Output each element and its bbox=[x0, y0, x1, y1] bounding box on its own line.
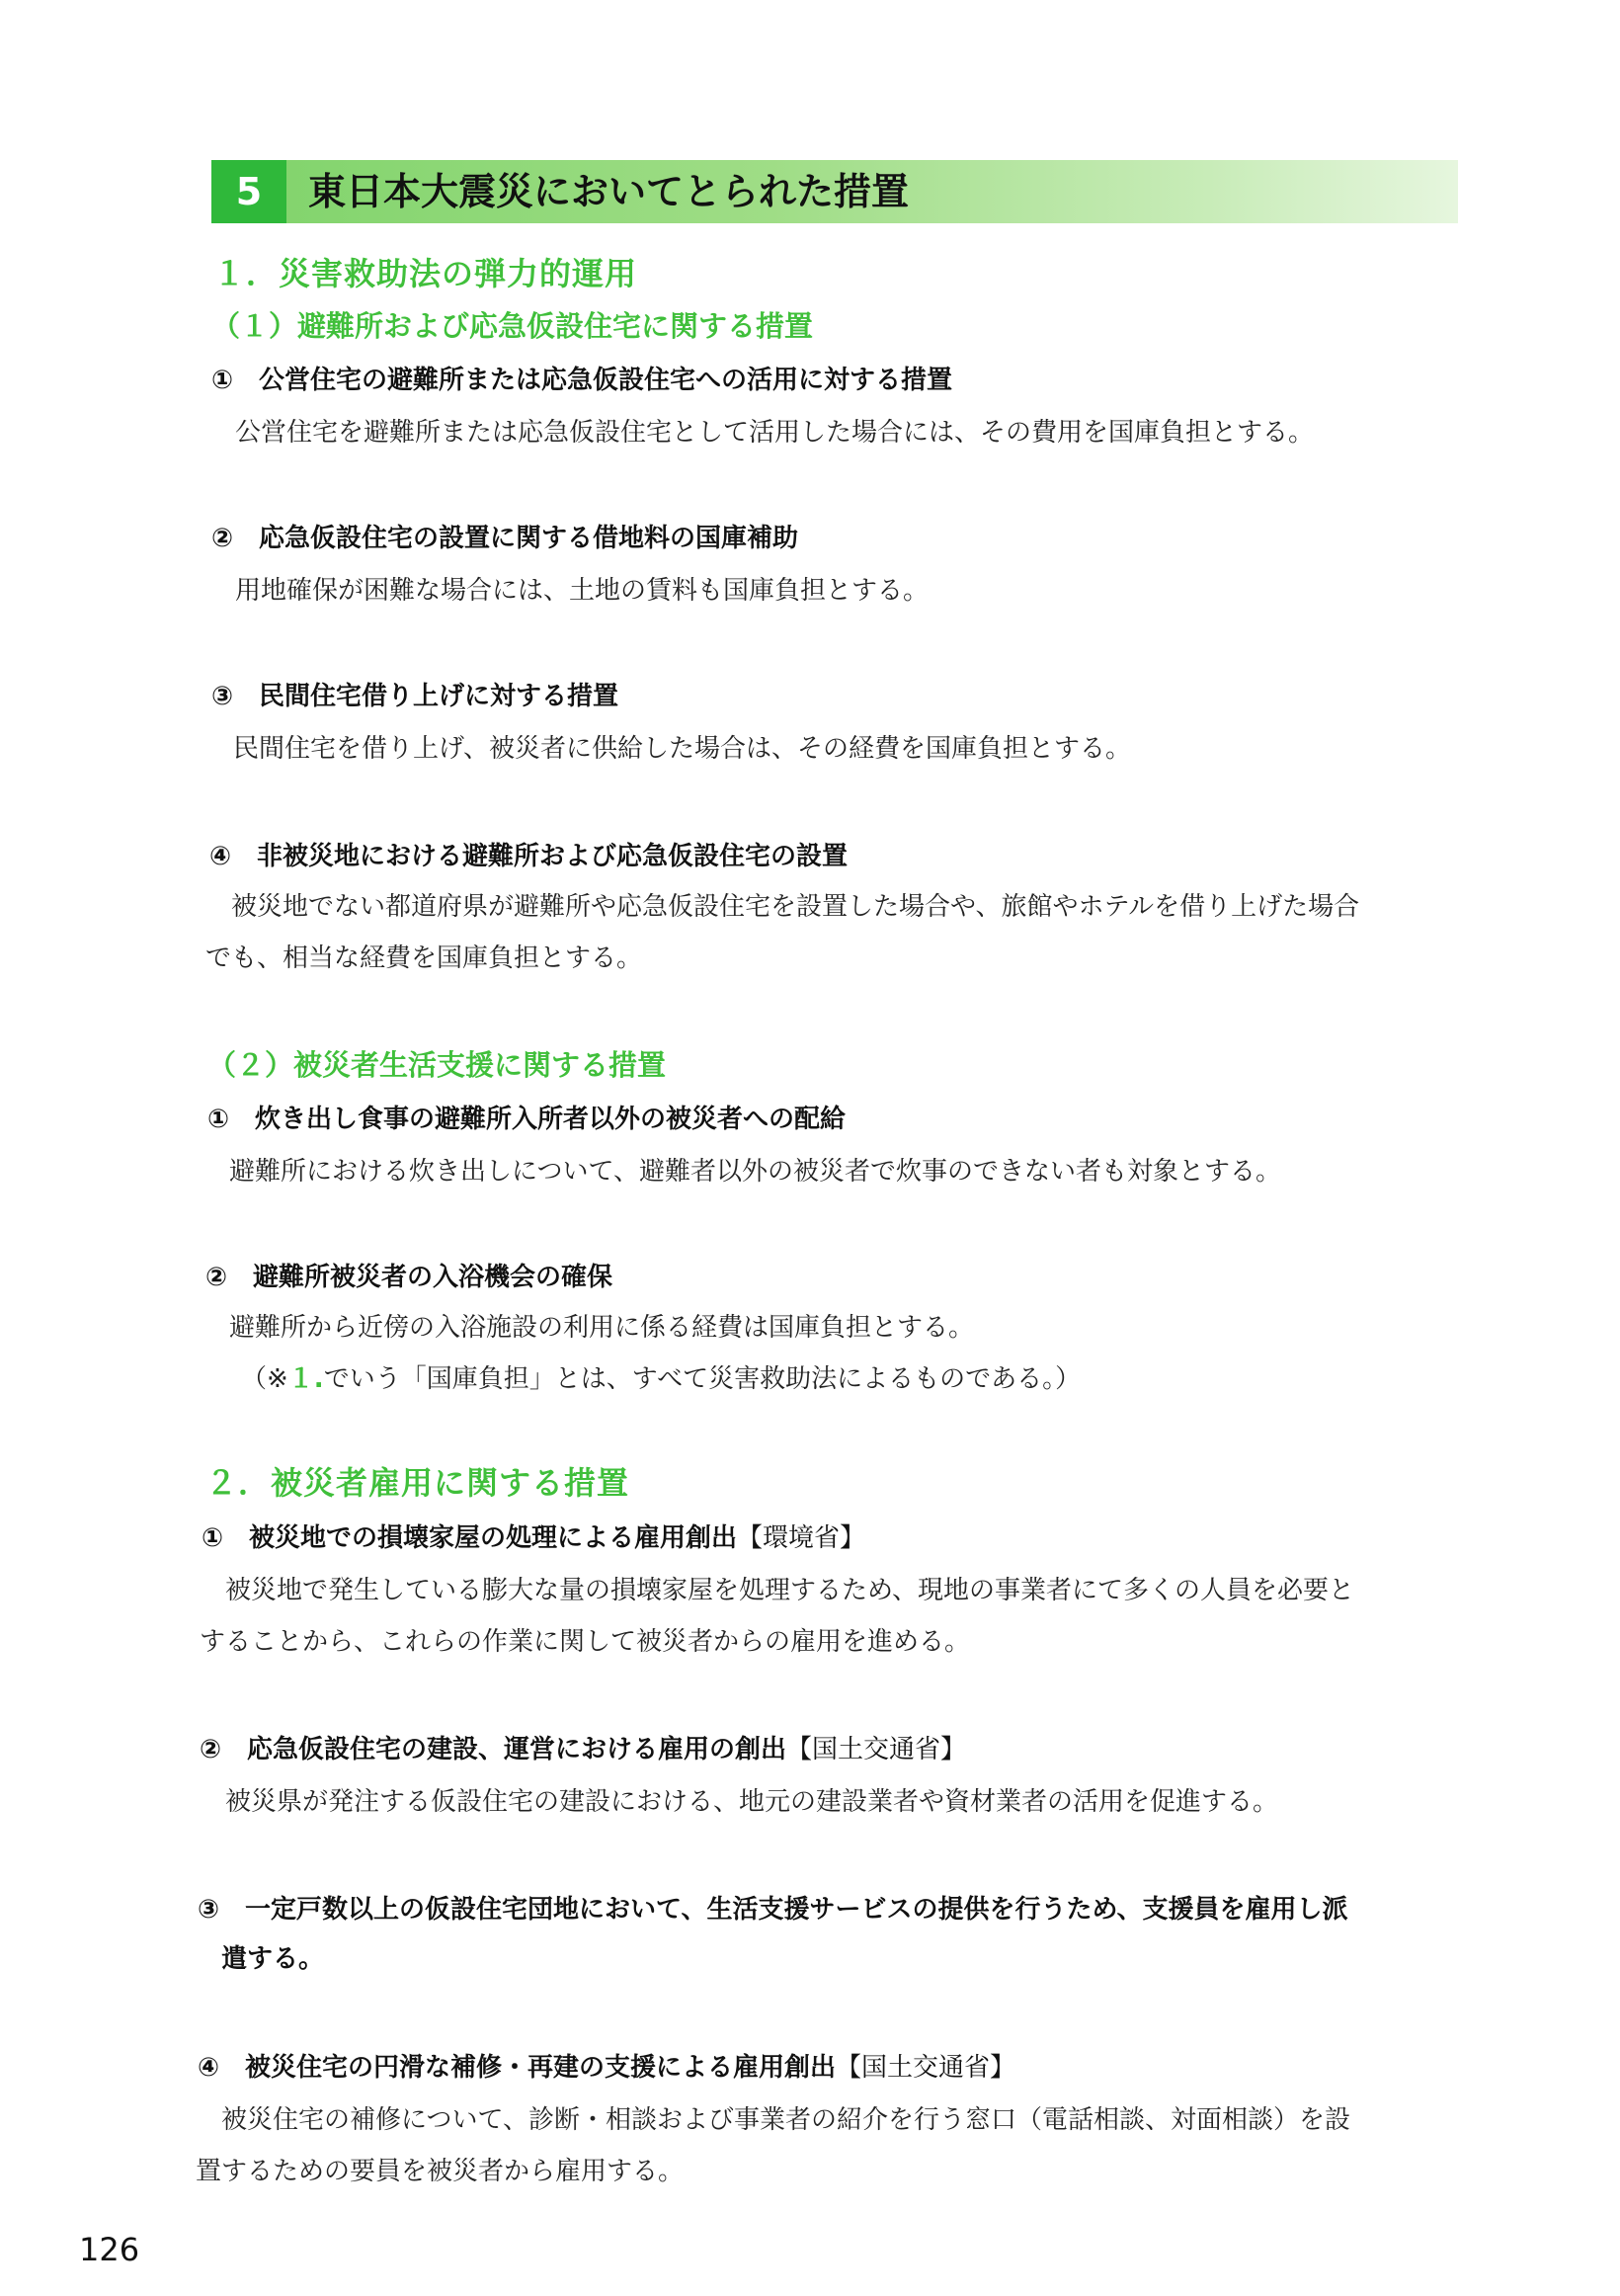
note-text: でいう「国庫負担」とは、すべて災害救助法によるものである。） bbox=[323, 1364, 1082, 1394]
paragraph: 被災県が発注する仮設住宅の建設における、地元の建設業者や資材業者の活用を促進する。 bbox=[225, 1787, 1279, 1817]
item-title: ① 被災地での損壊家屋の処理による雇用創出【環境省】 bbox=[202, 1523, 866, 1553]
ministry-label: 【国土交通省】 bbox=[786, 1735, 967, 1764]
item-title: ③ 一定戸数以上の仮設住宅団地において、生活支援サービスの提供を行うため、支援員を雇用し派 bbox=[198, 1895, 1348, 1925]
paragraph: 被災住宅の補修について、診断・相談および事業者の紹介を行う窓口（電話相談、対面相談）を設 bbox=[221, 2105, 1350, 2135]
subsection-heading: （２）被災者生活支援に関する措置 bbox=[207, 1048, 667, 1082]
item-title: ③ 民間住宅借り上げに対する措置 bbox=[211, 682, 619, 711]
item-title: ④ 非被災地における避難所および応急仮設住宅の設置 bbox=[209, 842, 849, 871]
item-title: ① 炊き出し食事の避難所入所者以外の被災者への配給 bbox=[207, 1105, 847, 1134]
item-title: ① 公営住宅の避難所または応急仮設住宅への活用に対する措置 bbox=[211, 366, 953, 395]
paragraph: 被災地でない都道府県が避難所や応急仮設住宅を設置した場合や、旅館やホテルを借り上げた場合 bbox=[231, 892, 1360, 922]
paragraph: することから、これらの作業に関して被災者からの雇用を進める。 bbox=[200, 1627, 971, 1657]
paragraph: でも、相当な経費を国庫負担とする。 bbox=[205, 943, 643, 973]
chapter-number: 5 bbox=[211, 160, 286, 223]
note-prefix: （※ bbox=[241, 1364, 288, 1394]
note bbox=[241, 1353, 1081, 1405]
paragraph: 民間住宅を借り上げ、被災者に供給した場合は、その経費を国庫負担とする。 bbox=[233, 734, 1131, 764]
ministry-label: 【国土交通省】 bbox=[836, 2053, 1016, 2083]
chapter-title: 東日本大震災においてとられた措置 bbox=[308, 170, 910, 213]
paragraph: 避難所から近傍の入浴施設の利用に係る経費は国庫負担とする。 bbox=[229, 1313, 975, 1343]
page-number: 126 bbox=[79, 2231, 140, 2268]
item-title-continued: 遣する。 bbox=[221, 1944, 325, 1974]
item-title: ② 避難所被災者の入浴機会の確保 bbox=[205, 1263, 613, 1292]
paragraph: 被災地で発生している膨大な量の損壊家屋を処理するため、現地の事業者にて多くの人員を必要と bbox=[225, 1576, 1354, 1605]
section-heading: ２．被災者雇用に関する措置 bbox=[205, 1464, 630, 1502]
ministry-label: 【環境省】 bbox=[737, 1523, 866, 1553]
paragraph: 公営住宅を避難所または応急仮設住宅として活用した場合には、その費用を国庫負担とする。 bbox=[235, 418, 1315, 448]
item-title: ④ 被災住宅の円滑な補修・再建の支援による雇用創出【国土交通省】 bbox=[198, 2053, 1016, 2083]
paragraph: 置するための要員を被災者から雇用する。 bbox=[196, 2157, 685, 2186]
paragraph: 避難所における炊き出しについて、避難者以外の被災者で炊事のできない者も対象とする。 bbox=[229, 1157, 1281, 1187]
paragraph: 用地確保が困難な場合には、土地の賃料も国庫負担とする。 bbox=[235, 576, 930, 606]
item-title: ② 応急仮設住宅の設置に関する借地料の国庫補助 bbox=[211, 524, 799, 553]
note-section-ref: １. bbox=[287, 1364, 324, 1394]
section-heading: １．災害救助法の弾力的運用 bbox=[213, 255, 638, 292]
subsection-heading: （１）避難所および応急仮設住宅に関する措置 bbox=[211, 309, 814, 343]
item-title: ② 応急仮設住宅の建設、運営における雇用の創出【国土交通省】 bbox=[200, 1735, 967, 1764]
